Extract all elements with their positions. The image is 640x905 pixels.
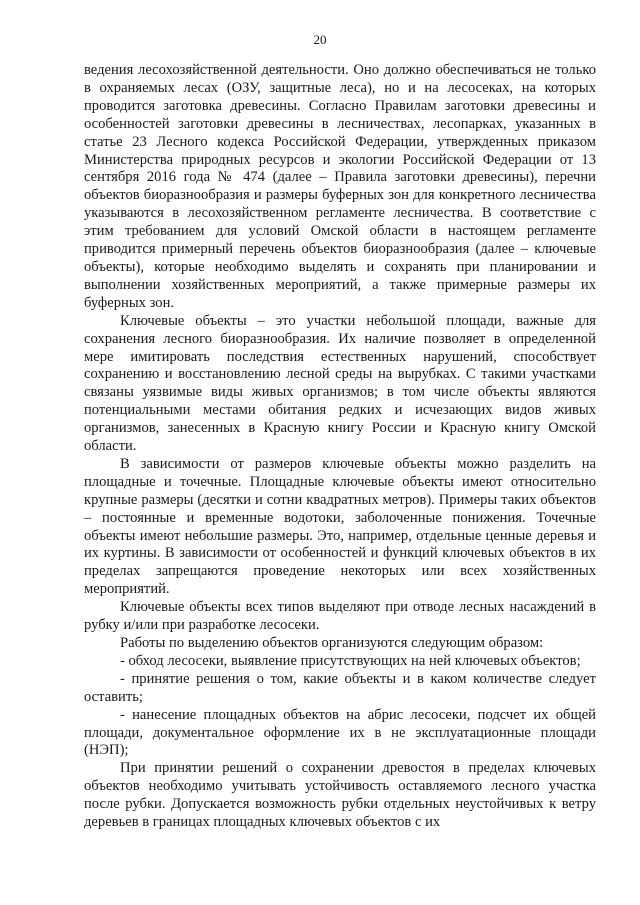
paragraph-object-types: В зависимости от размеров ключевые объекты можно разделить на площадные и точечные. Площадные ключевые объекты имеют относительно крупные размеры (десятки и сотни квадратных метров). Примеры таких объектов – постоянные и временные водотоки, заболоченные понижения. Точечные объекты имеют небольшие размеры. Это, например, отдельные ценные деревья и их куртины. В зависимости от особенностей и функций ключевых объектов в их пределах запрещаются проведение некоторых или всех хозяйственных мероприятий. — [84, 455, 596, 598]
list-item-mapping: - нанесение площадных объектов на абрис лесосеки, подсчет их общей площади, документальное оформление их в не эксплуатационные площади (НЭП); — [84, 706, 596, 759]
list-item-survey: - обход лесосеки, выявление присутствующих на ней ключевых объектов; — [120, 652, 581, 669]
paragraph-continuation: ведения лесохозяйственной деятельности. Оно должно обеспечиваться не только в охраняемых лесах (ОЗУ, защитные леса), но и на лесосеках, на которых проводится заготовка древесины. Согласно Правилам заготовки древесины и особенностей заготовки древесины в лесничествах, лесопарках, указанных в статье 23 Лесного кодекса Российской Федерации, утвержденных приказом Министерства природных ресурсов и экологии Российской Федерации от 13 сентября 2016 года № 474 (далее – Правила заготовки древесины), перечни объектов биоразнообразия и размеры буферных зон для конкретного лесничества указываются в лесохозяйственном регламенте лесничества. В соответствие с этим требованием для условий Омской области в настоящем регламенте приводится примерный перечень объектов биоразнообразия (далее – ключевые объекты), которые необходимо выделять и сохранять при планировании и выполнении хозяйственных мероприятий, а также примерные размеры их буферных зон. — [84, 62, 596, 311]
paragraph-allocation: Ключевые объекты всех типов выделяют при отводе лесных насаждений в рубку и/или при разработке лесосеки. — [84, 599, 596, 634]
list-item-decision: - принятие решения о том, какие объекты и в каком количестве следует оставить; — [84, 670, 596, 705]
body-text — [84, 62, 596, 832]
paragraph-work-organization: Работы по выделению объектов организуются следующим образом: — [120, 635, 544, 651]
page-number: 20 — [313, 32, 327, 47]
paragraph-key-objects-definition: Ключевые объекты – это участки небольшой площади, важные для сохранения лесного биоразнообразия. Их наличие позволяет в определенной мере имитировать последствия естественных нарушений, способствует сохранению и восстановлению лесной среды на вырубках. С такими участками связаны уязвимые виды живых организмов; в том числе объекты являются потенциальными местами обитания редких и исчезающих видов живых организмов, занесенных в Красную книгу России и Красную книгу Омской области. — [84, 312, 596, 455]
paragraph-stand-retention: При принятии решений о сохранении древостоя в пределах ключевых объектов необходимо учитывать устойчивость оставляемого лесного участка после рубки. Допускается возможность рубки отдельных неустойчивых к ветру деревьев в границах площадных ключевых объектов с их — [84, 760, 596, 831]
